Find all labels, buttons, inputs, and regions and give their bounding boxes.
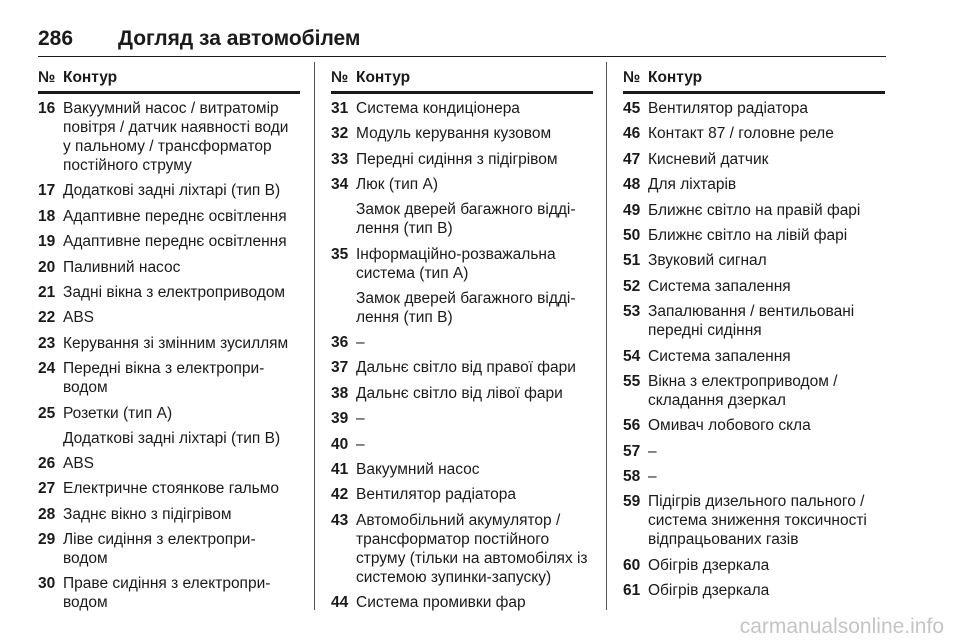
description-line: Додаткові задні ліхтарі (тип B) (63, 182, 281, 200)
table-row (623, 347, 885, 366)
fuse-table-column-2 (331, 65, 593, 618)
description-line: Модуль керування кузовом (356, 125, 552, 143)
description-line: Запалювання / вентильовані передні сидіння (648, 303, 855, 340)
table-row (331, 358, 593, 377)
table-row (331, 150, 593, 169)
table-row (623, 150, 885, 169)
table-row (623, 226, 885, 245)
description-line: Контакт 87 / головне реле (648, 125, 834, 143)
fuse-description (356, 99, 593, 118)
fuse-number: 49 (623, 201, 641, 219)
table-row (331, 333, 593, 352)
table-row (38, 232, 300, 251)
description-line: Задні вікна з електроприводом (63, 283, 286, 301)
fuse-description (63, 207, 300, 226)
fuse-number: 23 (38, 334, 56, 352)
table-row (623, 467, 885, 486)
fuse-description (648, 251, 885, 270)
fuse-number: 43 (331, 511, 349, 529)
fuse-description (356, 124, 593, 143)
table-header (331, 65, 593, 94)
fuse-number: 28 (38, 505, 56, 523)
table-row (38, 99, 300, 175)
description-line: – (648, 442, 657, 460)
page-number: 286 (38, 27, 74, 50)
description-line: Система запалення (648, 277, 791, 295)
table-row (38, 479, 300, 498)
page-header (38, 26, 886, 57)
table-row (38, 404, 300, 448)
description-line: ABS (63, 309, 95, 327)
fuse-number: 33 (331, 150, 349, 168)
fuse-number: 35 (331, 245, 349, 263)
description-line: Замок дверей багажного відді-лення (тип B) (356, 201, 576, 238)
fuse-description (63, 574, 300, 612)
description-line: Система запалення (648, 347, 791, 365)
fuse-description (63, 530, 300, 568)
table-row (38, 283, 300, 302)
table-header (38, 65, 300, 94)
table-row (331, 384, 593, 403)
description-line: Заднє вікно з підігрівом (63, 505, 232, 523)
fuse-description (648, 201, 885, 220)
description-line: Підігрів дизельного пального / система зниження токсичності відпрацьованих газів (648, 493, 867, 549)
fuse-description (648, 442, 885, 461)
table-row (38, 530, 300, 568)
fuse-description (648, 99, 885, 118)
table-row (623, 251, 885, 270)
description-line: Люк (тип А) (356, 176, 439, 194)
table-row (623, 416, 885, 435)
description-line: Для ліхтарів (648, 176, 737, 194)
watermark: carmanualsonline.info (739, 615, 944, 638)
description-line: Омивач лобового скла (648, 417, 811, 435)
fuse-number: 27 (38, 480, 56, 498)
fuse-number: 30 (38, 575, 56, 593)
table-header (623, 65, 885, 94)
table-row (331, 485, 593, 504)
table-rows (38, 99, 300, 612)
header-circuit: Контур (648, 69, 703, 86)
table-rows (331, 99, 593, 612)
fuse-description (63, 479, 300, 498)
fuse-description (63, 99, 300, 175)
fuse-number: 37 (331, 359, 349, 377)
fuse-number: 53 (623, 303, 641, 321)
table-row (38, 207, 300, 226)
fuse-description (63, 283, 300, 302)
column-divider (314, 62, 315, 610)
fuse-number: 18 (38, 207, 56, 225)
table-row (331, 99, 593, 118)
fuse-description (648, 492, 885, 549)
fuse-description (648, 175, 885, 194)
table-row (623, 581, 885, 600)
fuse-number: 25 (38, 404, 56, 422)
description-line: Керування зі змінним зусиллям (63, 334, 289, 352)
table-row (331, 511, 593, 587)
fuse-number: 36 (331, 333, 349, 351)
fuse-number: 46 (623, 125, 641, 143)
fuse-description (648, 372, 885, 410)
fuse-number: 57 (623, 442, 641, 460)
description-line: Вакуумний насос (356, 460, 480, 478)
page-title: Догляд за автомобілем (118, 27, 361, 50)
fuse-description (648, 277, 885, 296)
fuse-description (356, 175, 593, 238)
fuse-description (356, 409, 593, 428)
fuse-number: 21 (38, 283, 56, 301)
fuse-number: 34 (331, 176, 349, 194)
description-line: Праве сидіння з електропри-водом (63, 575, 271, 612)
description-line: Розетки (тип А) (63, 404, 173, 422)
header-circuit: Контур (356, 69, 411, 86)
fuse-number: 41 (331, 460, 349, 478)
fuse-description (648, 226, 885, 245)
fuse-number: 58 (623, 468, 641, 486)
fuse-description (648, 347, 885, 366)
table-row (38, 308, 300, 327)
fuse-number: 42 (331, 486, 349, 504)
description-line: – (356, 410, 365, 428)
table-row (38, 258, 300, 277)
description-line: Дальнє світло від лівої фари (356, 384, 563, 402)
fuse-description (63, 258, 300, 277)
column-divider (606, 62, 607, 610)
fuse-description (356, 460, 593, 479)
fuse-description (63, 181, 300, 200)
description-line: Адаптивне переднє освітлення (63, 207, 287, 225)
table-row (331, 409, 593, 428)
fuse-number: 61 (623, 582, 641, 600)
fuse-description (648, 150, 885, 169)
description-line: Звуковий сигнал (648, 252, 767, 270)
fuse-description (648, 581, 885, 600)
fuse-description (356, 593, 593, 612)
fuse-number: 47 (623, 150, 641, 168)
header-number: № (331, 69, 349, 86)
fuse-number: 24 (38, 360, 56, 378)
fuse-number: 50 (623, 226, 641, 244)
fuse-description (648, 124, 885, 143)
fuse-number: 55 (623, 372, 641, 390)
description-line: Замок дверей багажного відді-лення (тип B) (356, 289, 576, 326)
fuse-description (356, 333, 593, 352)
fuse-number: 39 (331, 410, 349, 428)
description-line: Електричне стоянкове гальмо (63, 480, 280, 498)
fuse-number: 60 (623, 556, 641, 574)
description-line: Ближнє світло на правій фарі (648, 201, 861, 219)
description-line: Додаткові задні ліхтарі (тип B) (63, 429, 281, 447)
fuse-number: 52 (623, 277, 641, 295)
header-number: № (38, 69, 56, 86)
fuse-description (63, 454, 300, 473)
fuse-number: 48 (623, 176, 641, 194)
description-line: Ближнє світло на лівій фарі (648, 226, 848, 244)
table-row (331, 460, 593, 479)
table-row (331, 175, 593, 238)
description-line: Адаптивне переднє освітлення (63, 233, 287, 251)
table-row (623, 99, 885, 118)
table-row (623, 302, 885, 340)
fuse-number: 19 (38, 233, 56, 251)
fuse-table-column-3 (623, 65, 885, 607)
table-row (623, 175, 885, 194)
fuse-number: 40 (331, 435, 349, 453)
table-row (38, 505, 300, 524)
fuse-number: 26 (38, 454, 56, 472)
description-line: – (648, 468, 657, 486)
table-row (331, 124, 593, 143)
description-line: ABS (63, 454, 95, 472)
header-number: № (623, 69, 641, 86)
fuse-description (63, 232, 300, 251)
table-row (38, 574, 300, 612)
description-line: Вентилятор радіатора (648, 100, 808, 117)
fuse-description (63, 505, 300, 524)
table-row (38, 359, 300, 397)
fuse-number: 59 (623, 493, 641, 511)
fuse-description (648, 416, 885, 435)
table-row (623, 277, 885, 296)
fuse-number: 20 (38, 258, 56, 276)
fuse-number: 45 (623, 100, 641, 117)
table-row (38, 454, 300, 473)
fuse-description (63, 308, 300, 327)
description-line: Дальнє світло від правої фари (356, 359, 576, 377)
fuse-description (63, 359, 300, 397)
table-row (623, 124, 885, 143)
fuse-number: 22 (38, 309, 56, 327)
fuse-number: 32 (331, 125, 349, 143)
fuse-number: 44 (331, 594, 349, 612)
fuse-description (356, 435, 593, 454)
description-line: Система промивки фар (356, 594, 526, 612)
description-line: Система кондиціонера (356, 100, 520, 117)
table-row (623, 372, 885, 410)
table-row (331, 593, 593, 612)
header-circuit: Контур (63, 69, 118, 86)
description-line: Паливний насос (63, 258, 181, 276)
description-line: – (356, 333, 365, 351)
table-row (331, 435, 593, 454)
fuse-number: 54 (623, 347, 641, 365)
fuse-description (648, 556, 885, 575)
fuse-number: 56 (623, 417, 641, 435)
table-row (331, 245, 593, 327)
fuse-description (356, 150, 593, 169)
table-row (623, 492, 885, 549)
description-line: Вентилятор радіатора (356, 486, 516, 504)
fuse-description (648, 302, 885, 340)
table-row (38, 181, 300, 200)
fuse-description (356, 245, 593, 327)
fuse-description (63, 334, 300, 353)
fuse-number: 16 (38, 100, 56, 117)
description-line: Обігрів дзеркала (648, 556, 770, 574)
table-row (623, 556, 885, 575)
description-line: Ліве сидіння з електропри-водом (63, 531, 256, 568)
fuse-number: 38 (331, 384, 349, 402)
fuse-description (356, 511, 593, 587)
description-line: – (356, 435, 365, 453)
description-line: Автомобільний акумулятор / трансформатор постійного струму (тільки на автомобілях із системою зупинки-запуску) (356, 511, 588, 586)
description-line: Обігрів дзеркала (648, 582, 770, 600)
fuse-number: 31 (331, 100, 349, 117)
description-line: Передні вікна з електропри-водом (63, 360, 265, 397)
description-line: Вікна з електроприводом / складання дзеркал (648, 372, 838, 409)
fuse-number: 29 (38, 531, 56, 549)
fuse-description (63, 404, 300, 448)
fuse-number: 17 (38, 182, 56, 200)
table-row (38, 334, 300, 353)
description-line: Передні сидіння з підігрівом (356, 150, 558, 168)
description-line: Кисневий датчик (648, 150, 769, 168)
table-row (623, 442, 885, 461)
description-line: Інформаційно-розважальна система (тип А) (356, 245, 556, 282)
fuse-number: 51 (623, 252, 641, 270)
table-rows (623, 99, 885, 600)
fuse-description (356, 384, 593, 403)
fuse-table-column-1 (38, 65, 300, 619)
fuse-description (356, 485, 593, 504)
description-line: Вакуумний насос / витратомір повітря / датчик наявності води у пальному / трансформатор постійного струму (63, 100, 289, 174)
fuse-description (356, 358, 593, 377)
table-row (623, 201, 885, 220)
fuse-description (648, 467, 885, 486)
